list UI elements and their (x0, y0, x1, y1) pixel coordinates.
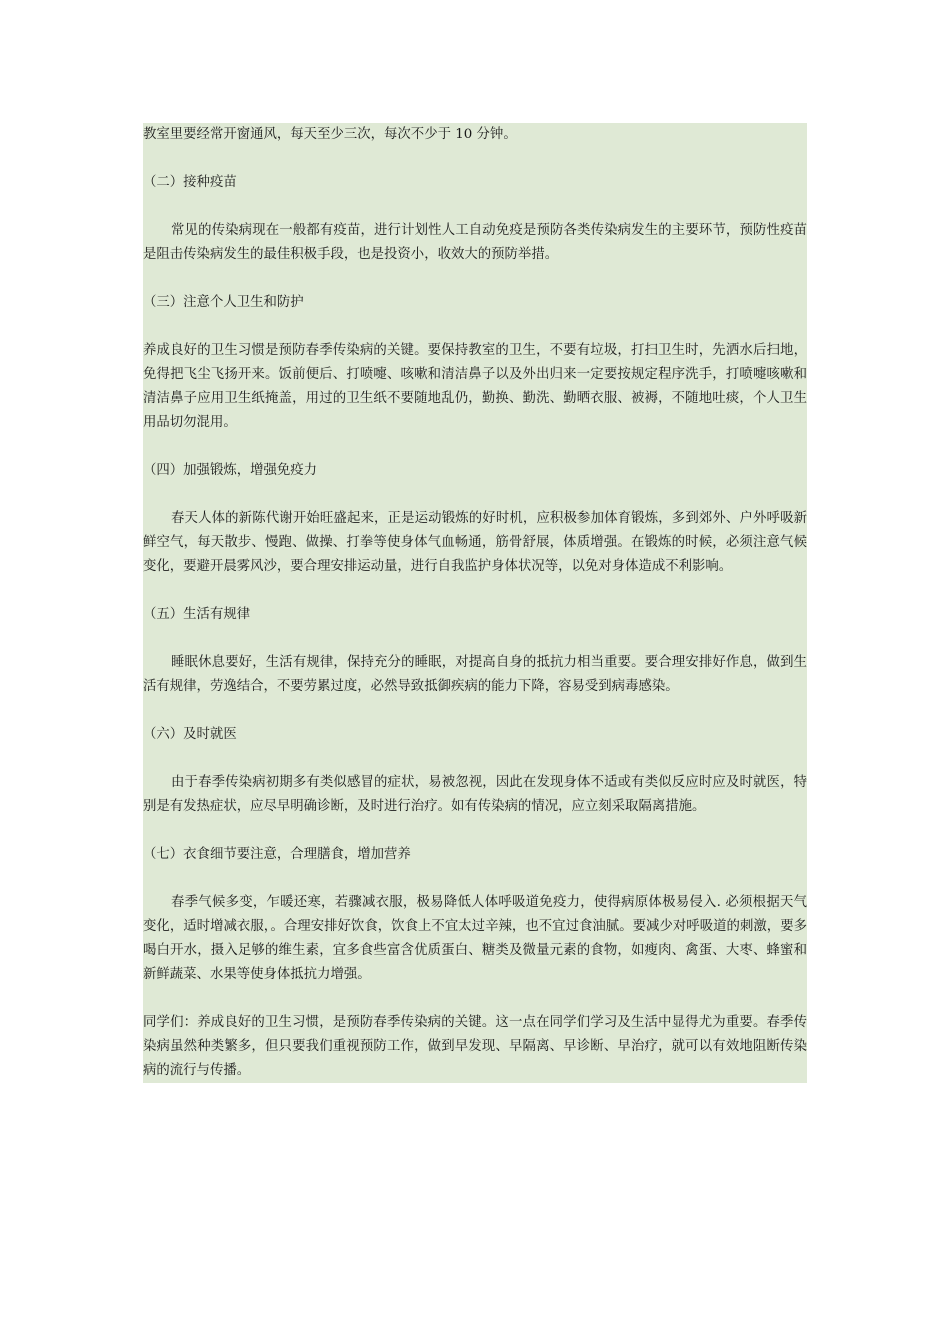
vaccination-paragraph: 常见的传染病现在一般都有疫苗，进行计划性人工自动免疫是预防各类传染病发生的主要环节，预防性疫苗是阻击传染病发生的最佳积极手段，也是投资小，收效大的预防举措。 (143, 223, 807, 262)
section-heading-hygiene: （三）注意个人卫生和防护 (143, 295, 304, 310)
section-heading-exercise: （四）加强锻炼，增强免疫力 (143, 463, 318, 478)
routine-paragraph: 睡眠休息要好，生活有规律，保持充分的睡眠，对提高自身的抵抗力相当重要。要合理安排好作息，做到生活有规律，劳逸结合，不要劳累过度，必然导致抵御疾病的能力下降，容易受到病毒感染。 (143, 655, 807, 694)
section-heading-medical: （六）及时就医 (143, 727, 237, 742)
conclusion-paragraph: 同学们：养成良好的卫生习惯，是预防春季传染病的关键。这一点在同学们学习及生活中显得尤为重要。春季传染病虽然种类繁多，但只要我们重视预防工作，做到早发现、早隔离、早诊断、早治疗，就可以有效地阻断传染病的流行与传播。 (143, 1015, 807, 1078)
section-heading-routine: （五）生活有规律 (143, 607, 251, 622)
medical-paragraph: 由于春季传染病初期多有类似感冒的症状，易被忽视，因此在发现身体不适或有类似反应时应及时就医，特别是有发热症状，应尽早明确诊断，及时进行治疗。如有传染病的情况，应立刻采取隔离措施。 (143, 775, 807, 814)
exercise-paragraph: 春天人体的新陈代谢开始旺盛起来，正是运动锻炼的好时机，应积极参加体育锻炼，多到郊外、户外呼吸新鲜空气，每天散步、慢跑、做操、打拳等使身体气血畅通，筋骨舒展，体质增强。在锻炼的时候，必须注意气候变化，要避开晨雾风沙，要合理安排运动量，进行自我监护身体状况等，以免对身体造成不利影响。 (143, 511, 807, 574)
hygiene-paragraph: 养成良好的卫生习惯是预防春季传染病的关键。要保持教室的卫生，不要有垃圾，打扫卫生时，先洒水后扫地，免得把飞尘飞扬开来。饭前便后、打喷嚏、咳嗽和清洁鼻子以及外出归来一定要按规定程序洗手，打喷嚏咳嗽和清洁鼻子应用卫生纸掩盖，用过的卫生纸不要随地乱仍，勤换、勤洗、勤晒衣服、被褥，不随地吐痰，个人卫生用品切勿混用。 (143, 343, 807, 430)
document-body (143, 123, 807, 1083)
intro-paragraph: 教室里要经常开窗通风，每天至少三次，每次不少于 10 分钟。 (143, 127, 517, 142)
section-heading-nutrition: （七）衣食细节要注意，合理膳食，增加营养 (143, 847, 411, 862)
nutrition-paragraph: 春季气候多变，乍暖还寒，若骤减衣服，极易降低人体呼吸道免疫力，使得病原体极易侵入. 必须根据天气变化，适时增减衣服，。合理安排好饮食，饮食上不宜太过辛辣，也不宜过食油腻。要减少对呼吸道的刺激，要多喝白开水，摄入足够的维生素，宜多食些富含优质蛋白、糖类及微量元素的食物，如瘦肉、禽蛋、大枣、蜂蜜和新鲜蔬菜、水果等使身体抵抗力增强。 (143, 895, 807, 982)
section-heading-vaccination: （二）接种疫苗 (143, 175, 237, 190)
